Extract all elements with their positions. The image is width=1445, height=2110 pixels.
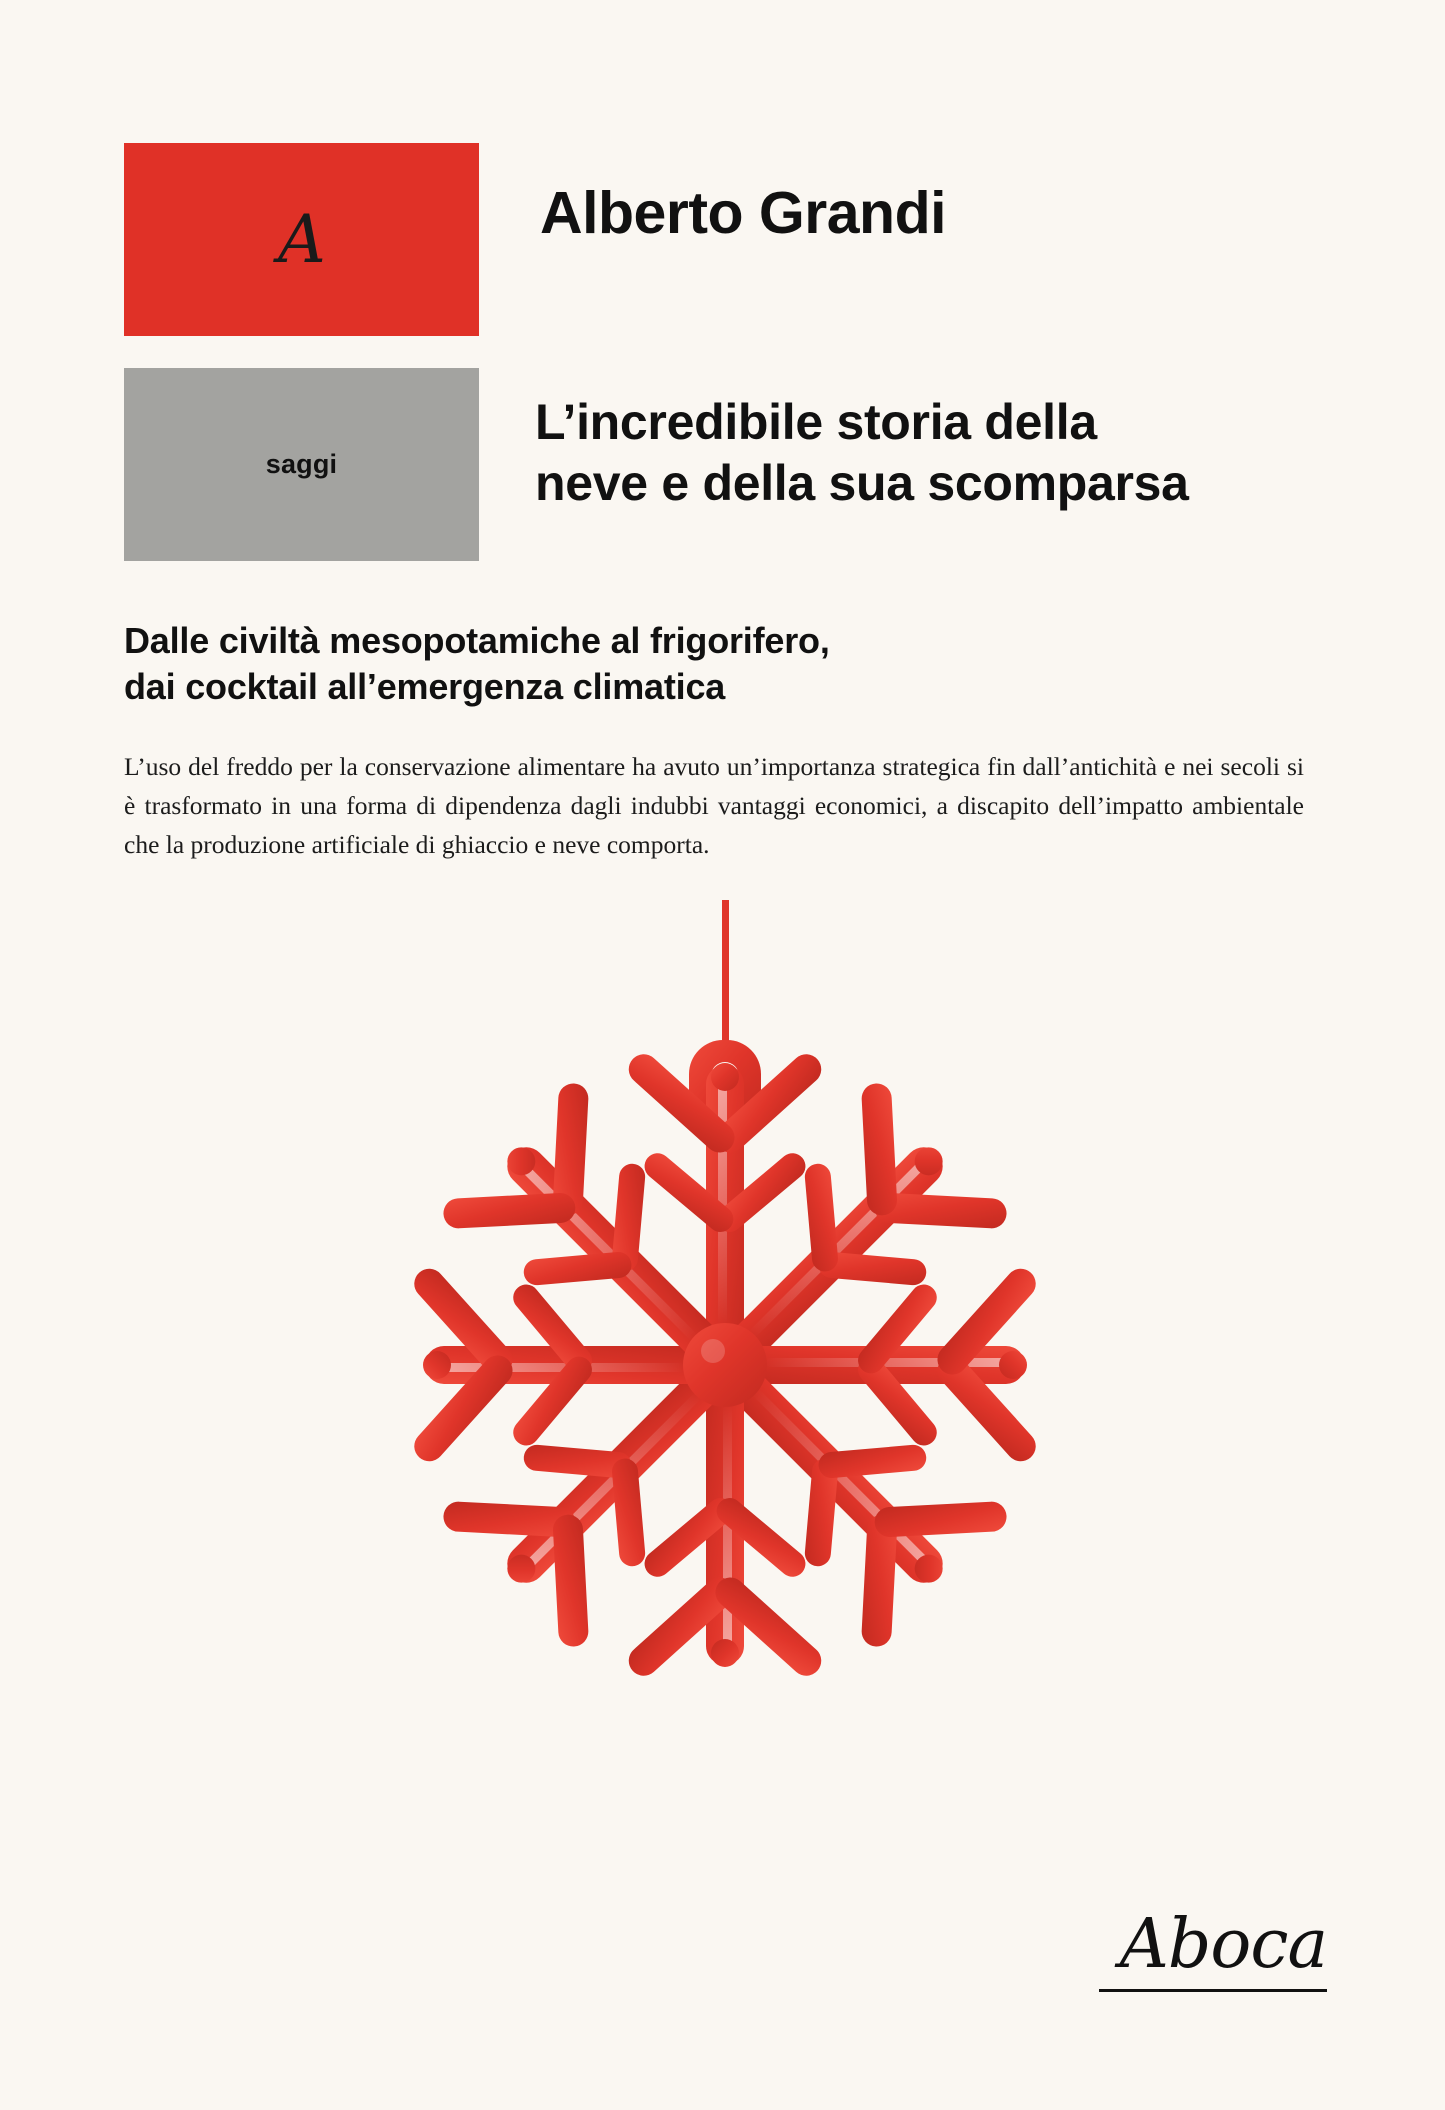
publisher-rule <box>1099 1989 1327 1992</box>
imprint-letter-a-icon: A <box>278 200 325 278</box>
book-subtitle-line-1: Dalle civiltà mesopotamiche al frigorifero, <box>124 620 830 661</box>
publisher-logo <box>1099 1905 1327 1992</box>
author-name: Alberto Grandi <box>540 180 947 246</box>
book-subtitle <box>124 618 1324 710</box>
back-cover-blurb: L’uso del freddo per la conservazione alimentare ha avuto un’importanza strategica fin dall’antichità e nei secoli si è trasformato in una forma di dipendenza dagli indubbi vantaggi economici, a discapito dell’impatto ambientale che la produzione artificiale di ghiaccio e neve comporta. <box>124 752 1304 859</box>
series-label: saggi <box>265 449 338 479</box>
book-title-line-1: L’incredibile storia della <box>535 394 1097 450</box>
snowflake-ornament-illustration <box>340 890 1110 1750</box>
publisher-name: Aboca <box>1119 1905 1327 1984</box>
imprint-logo-block <box>124 143 479 336</box>
book-subtitle-line-2: dai cocktail all’emergenza climatica <box>124 666 726 708</box>
book-title-line-2: neve e della sua scomparsa <box>535 455 1189 511</box>
book-title <box>535 392 1375 514</box>
series-block <box>124 368 479 561</box>
